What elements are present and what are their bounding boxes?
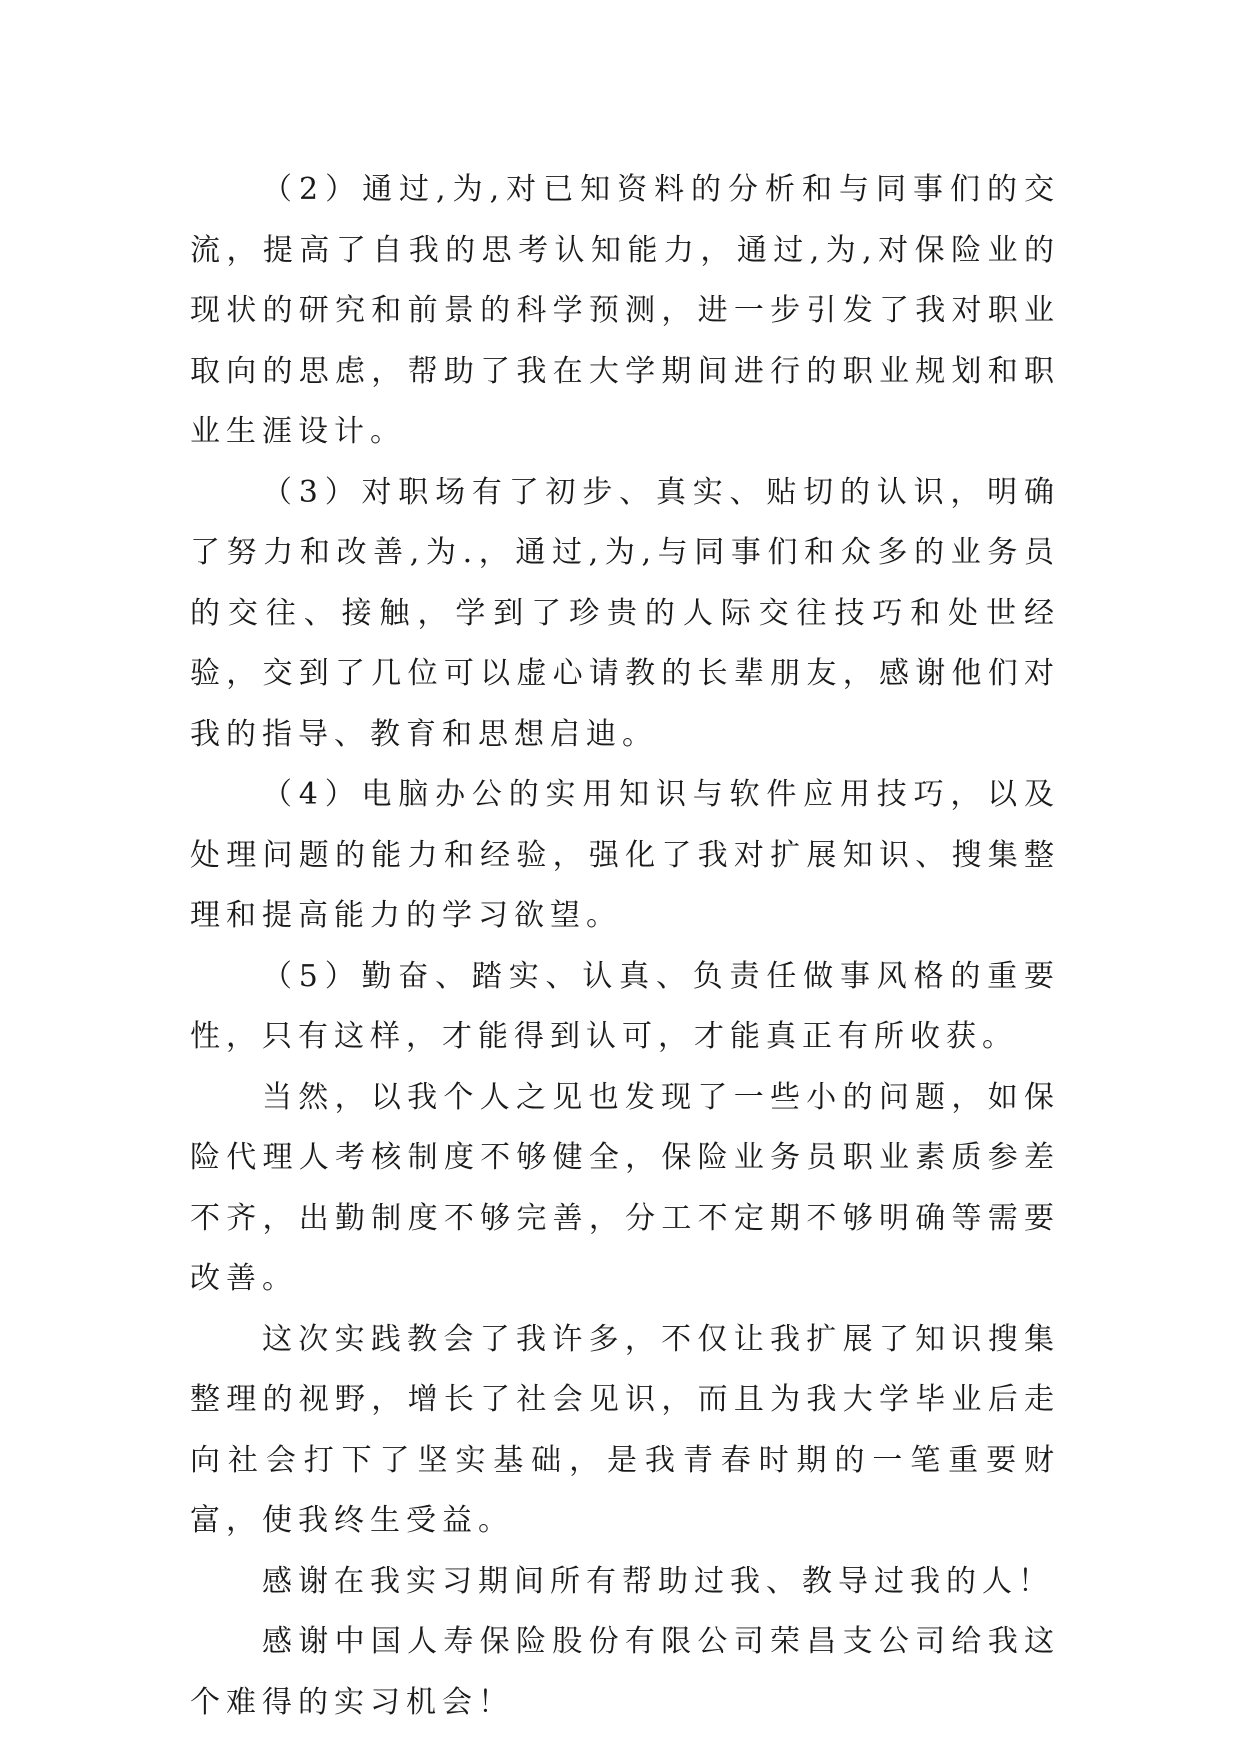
paragraph-item-4: （4）电脑办公的实用知识与软件应用技巧，以及处理问题的能力和经验，强化了我对扩展知识、搜集整理和提高能力的学习欲望。: [190, 777, 1060, 933]
paragraph-item-2: （2）通过,为,对已知资料的分析和与同事们的交流，提高了自我的思考认知能力，通过,为,对保险业的现状的研究和前景的科学预测，进一步引发了我对职业取向的思虑，帮助了我在大学期间进行的职业规划和职业生涯设计。: [190, 172, 1060, 449]
paragraph-item-5: （5）勤奋、踏实、认真、负责任做事风格的重要性，只有这样，才能得到认可，才能真正有所收获。: [190, 958, 1060, 1054]
document-body: [190, 160, 1060, 1733]
paragraph-thanks-people: 感谢在我实习期间所有帮助过我、教导过我的人！: [262, 1563, 1054, 1599]
paragraph-item-3: （3）对职场有了初步、真实、贴切的认识，明确了努力和改善,为.，通过,为,与同事们和众多的业务员的交往、接触，学到了珍贵的人际交往技巧和处世经验，交到了几位可以虚心请教的长辈朋友，感谢他们对我的指导、教育和思想启迪。: [190, 474, 1060, 752]
paragraph-summary: 这次实践教会了我许多，不仅让我扩展了知识搜集整理的视野，增长了社会见识，而且为我大学毕业后走向社会打下了坚实基础，是我青春时期的一笔重要财富，使我终生受益。: [190, 1321, 1060, 1538]
paragraph-thanks-company: 感谢中国人寿保险股份有限公司荣昌支公司给我这个难得的实习机会！: [190, 1624, 1060, 1720]
paragraph-issues: 当然，以我个人之见也发现了一些小的问题，如保险代理人考核制度不够健全，保险业务员职业素质参差不齐，出勤制度不够完善，分工不定期不够明确等需要改善。: [190, 1079, 1060, 1296]
